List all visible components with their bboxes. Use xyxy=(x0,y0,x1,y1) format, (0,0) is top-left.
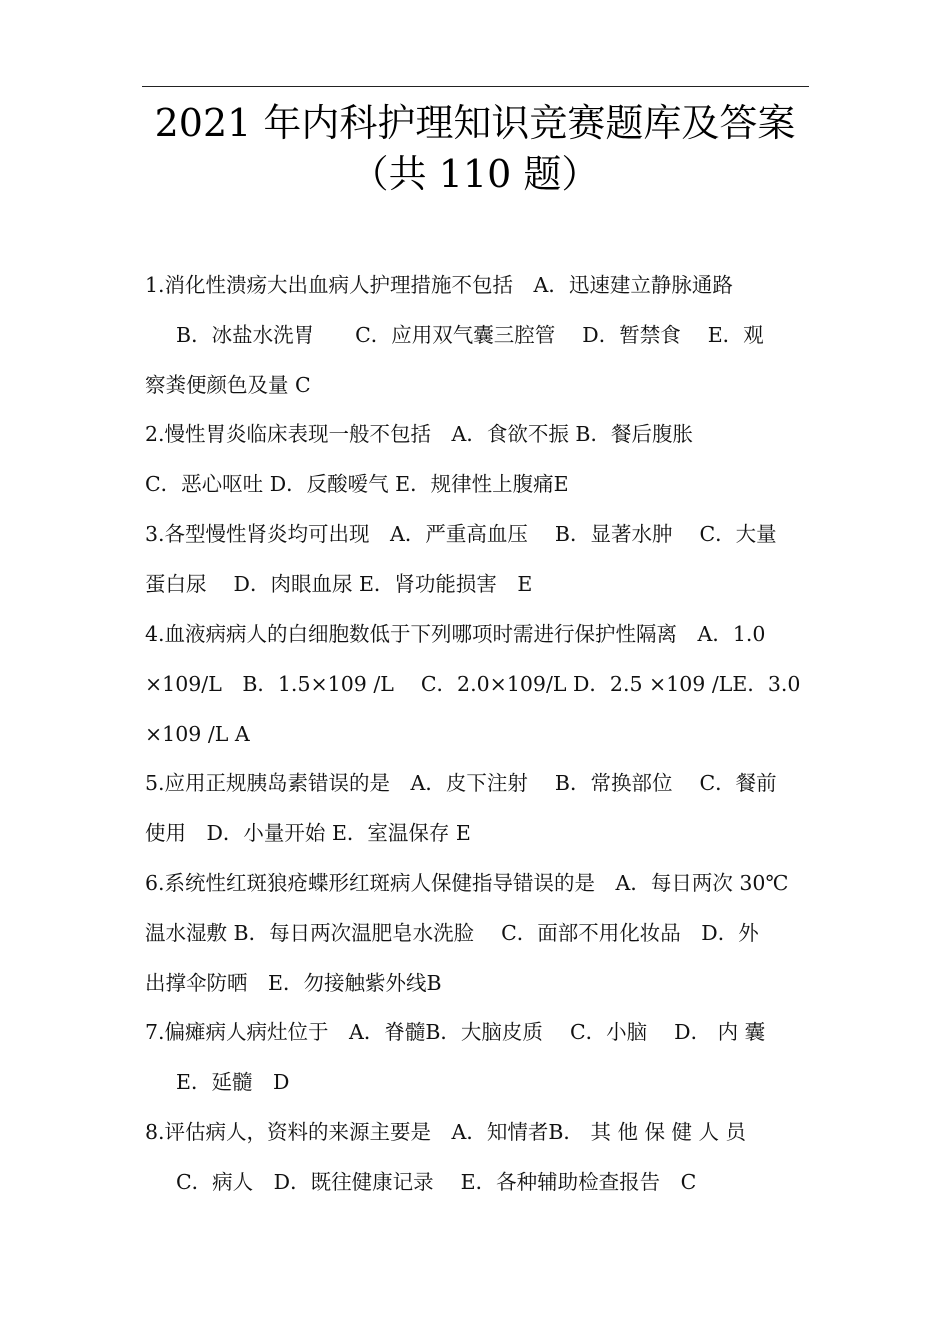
q4-line-1: 4.血液病病人的白细胞数低于下列哪项时需进行保护性隔离 A．1.0 xyxy=(145,622,766,646)
q1-line-2: B．冰盐水洗胃 C．应用双气囊三腔管 D．暂禁食 E．观 xyxy=(176,323,764,347)
q8-line-2: C．病人 D．既往健康记录 E．各种辅助检查报告 C xyxy=(176,1170,697,1194)
q2-line-2: C．恶心呕吐 D．反酸嗳气 E．规律性上腹痛E xyxy=(145,472,569,496)
q5-line-1: 5.应用正规胰岛素错误的是 A．皮下注射 B．常换部位 C．餐前 xyxy=(145,771,777,795)
q8-line-1: 8.评估病人，资料的来源主要是 A．知情者B． 其 他 保 健 人 员 xyxy=(145,1120,747,1144)
q3-line-1: 3.各型慢性肾炎均可出现 A．严重高血压 B．显著水肿 C．大量 xyxy=(145,522,777,546)
q4-line-2: ×109/L B．1.5×109 /L C．2.0×109/L D．2.5 ×109 /LE．3.0 xyxy=(145,672,801,696)
q5-line-2: 使用 D．小量开始 E．室温保存 E xyxy=(145,821,471,845)
document-subtitle: （共 110 题） xyxy=(350,152,600,196)
q6-line-2: 温水湿敷 B．每日两次温肥皂水洗脸 C．面部不用化妆品 D．外 xyxy=(145,921,759,945)
q1-line-1: 1.消化性溃疡大出血病人护理措施不包括 A．迅速建立静脉通路 xyxy=(145,273,733,297)
q6-line-1: 6.系统性红斑狼疮蝶形红斑病人保健指导错误的是 A．每日两次 30℃ xyxy=(145,871,789,895)
q2-line-1: 2.慢性胃炎临床表现一般不包括 A．食欲不振 B．餐后腹胀 xyxy=(145,422,693,446)
header-rule xyxy=(142,86,809,87)
q3-line-2: 蛋白尿 D．肉眼血尿 E．肾功能损害 E xyxy=(145,572,533,596)
q6-line-3: 出撑伞防晒 E．勿接触紫外线B xyxy=(145,971,442,995)
q7-line-2: E．延髓 D xyxy=(176,1070,290,1094)
q4-line-3: ×109 /L A xyxy=(145,722,250,746)
q7-line-1: 7.偏瘫病人病灶位于 A．脊髓B．大脑皮质 C．小脑 D． 内 囊 xyxy=(145,1020,766,1044)
document-title: 2021 年内科护理知识竞赛题库及答案 xyxy=(154,101,796,145)
q1-line-3: 察粪便颜色及量 C xyxy=(145,373,311,397)
